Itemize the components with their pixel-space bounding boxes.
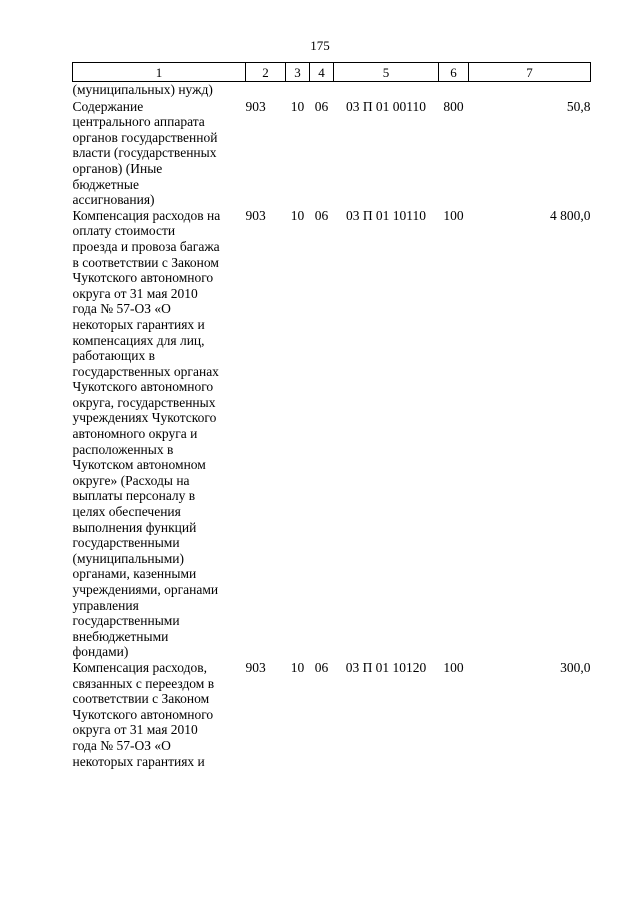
- row-name-line: выполнения функций: [72, 519, 197, 535]
- section-cell: 10: [290, 659, 305, 675]
- row-name-line: Чукотского автономного: [72, 706, 214, 722]
- expense-type-cell: 100: [443, 207, 464, 223]
- row-name-line: выплаты персоналу в: [72, 488, 196, 504]
- row-name-line: целях обеспечения: [72, 504, 181, 520]
- row-name-line: Содержание: [72, 98, 144, 114]
- subsection-cell: [310, 82, 334, 98]
- target-article-cell: 03 П 01 00110: [345, 98, 427, 114]
- expense-type-cell: 800: [443, 98, 464, 114]
- row-name-line: власти (государственных: [72, 145, 217, 161]
- row-name-line: (муниципальными): [72, 550, 184, 566]
- table-row: [73, 208, 591, 660]
- subsection-cell: 06: [314, 659, 329, 675]
- page-number: 175: [310, 38, 330, 53]
- admin-code-cell: 903: [245, 207, 266, 223]
- row-name-line: управления: [72, 597, 139, 613]
- row-name-cell: [73, 660, 246, 769]
- column-header-6: 6: [439, 63, 469, 82]
- row-name-cell: [73, 208, 246, 660]
- amount-cell: 4 800,0: [550, 207, 591, 223]
- row-name-line: государственными: [72, 535, 180, 551]
- row-name-line: округе» (Расходы на: [72, 472, 190, 488]
- column-header-2: 2: [246, 63, 286, 82]
- section-cell: 10: [290, 98, 305, 114]
- row-name-line: учреждениях Чукотского: [72, 410, 217, 426]
- row-name-line: Компенсация расходов,: [72, 659, 208, 675]
- row-name-line: автономного округа и: [72, 426, 198, 442]
- amount-cell: 50,8: [566, 98, 591, 114]
- table-row: [73, 82, 591, 98]
- row-name-line: Компенсация расходов на: [72, 207, 221, 223]
- target-article-cell: 03 П 01 10110: [345, 207, 427, 223]
- row-name-line: некоторых гарантиях и: [72, 753, 205, 769]
- row-name-line: центрального аппарата: [72, 114, 205, 130]
- budget-table: [72, 62, 591, 769]
- row-name-line: работающих в: [72, 348, 155, 364]
- row-name-line: государственных органах: [72, 363, 219, 379]
- row-name-line: Чукотского автономного: [72, 379, 214, 395]
- row-name-line: округа, государственных: [72, 394, 216, 410]
- column-header-3: 3: [286, 63, 310, 82]
- row-name-line: (муниципальных) нужд): [72, 82, 213, 97]
- subsection-cell: 06: [314, 98, 329, 114]
- row-name-line: компенсациях для лиц,: [72, 332, 205, 348]
- subsection-cell: 06: [314, 207, 329, 223]
- row-name-line: связанных с переездом в: [72, 675, 215, 691]
- row-name-line: некоторых гарантиях и: [72, 316, 205, 332]
- row-name-line: учреждениями, органами: [72, 582, 219, 597]
- row-name-line: округа от 31 мая 2010: [72, 722, 198, 738]
- row-name-line: расположенных в: [72, 441, 174, 457]
- row-name-line: Чукотского автономного: [72, 270, 214, 286]
- target-article-cell: 03 П 01 10120: [345, 659, 427, 675]
- row-name-line: ассигнования): [72, 192, 155, 208]
- admin-code-cell: 903: [245, 659, 266, 675]
- amount-cell: 300,0: [560, 659, 591, 675]
- row-name-line: органов) (Иные: [72, 160, 163, 176]
- column-header-5: 5: [334, 63, 439, 82]
- row-name-line: соответствии с Законом: [72, 691, 210, 707]
- column-header-4: 4: [310, 63, 334, 82]
- row-name-line: года № 57-ОЗ «О: [72, 737, 171, 753]
- table-row: [73, 660, 591, 769]
- row-name-line: фондами): [72, 644, 129, 660]
- column-header-7: 7: [469, 63, 591, 82]
- admin-code-cell: 903: [245, 98, 266, 114]
- row-name-line: года № 57-ОЗ «О: [72, 301, 171, 317]
- row-name-line: бюджетные: [72, 176, 139, 192]
- admin-code-cell: [246, 82, 286, 98]
- expense-type-cell: 100: [443, 659, 464, 675]
- row-name-line: округа от 31 мая 2010: [72, 285, 198, 301]
- table-header-row: [73, 63, 591, 82]
- amount-cell: [469, 82, 591, 98]
- row-name-line: проезда и провоза багажа: [72, 238, 220, 254]
- target-article-cell: [334, 82, 439, 98]
- table-row: [73, 98, 591, 208]
- row-name-line: оплату стоимости: [72, 223, 176, 239]
- expense-type-cell: [439, 82, 469, 98]
- row-name-cell: [73, 82, 246, 98]
- row-name-line: государственными: [72, 613, 180, 629]
- row-name-cell: [73, 98, 246, 208]
- row-name-line: в соответствии с Законом: [72, 254, 219, 270]
- row-name-line: органами, казенными: [72, 566, 197, 582]
- column-header-1: 1: [73, 63, 246, 82]
- row-name-line: Чукотском автономном: [72, 457, 206, 473]
- section-cell: 10: [290, 207, 305, 223]
- section-cell: [286, 82, 310, 98]
- row-name-line: органов государственной: [72, 129, 218, 145]
- row-name-line: внебюджетными: [72, 628, 169, 644]
